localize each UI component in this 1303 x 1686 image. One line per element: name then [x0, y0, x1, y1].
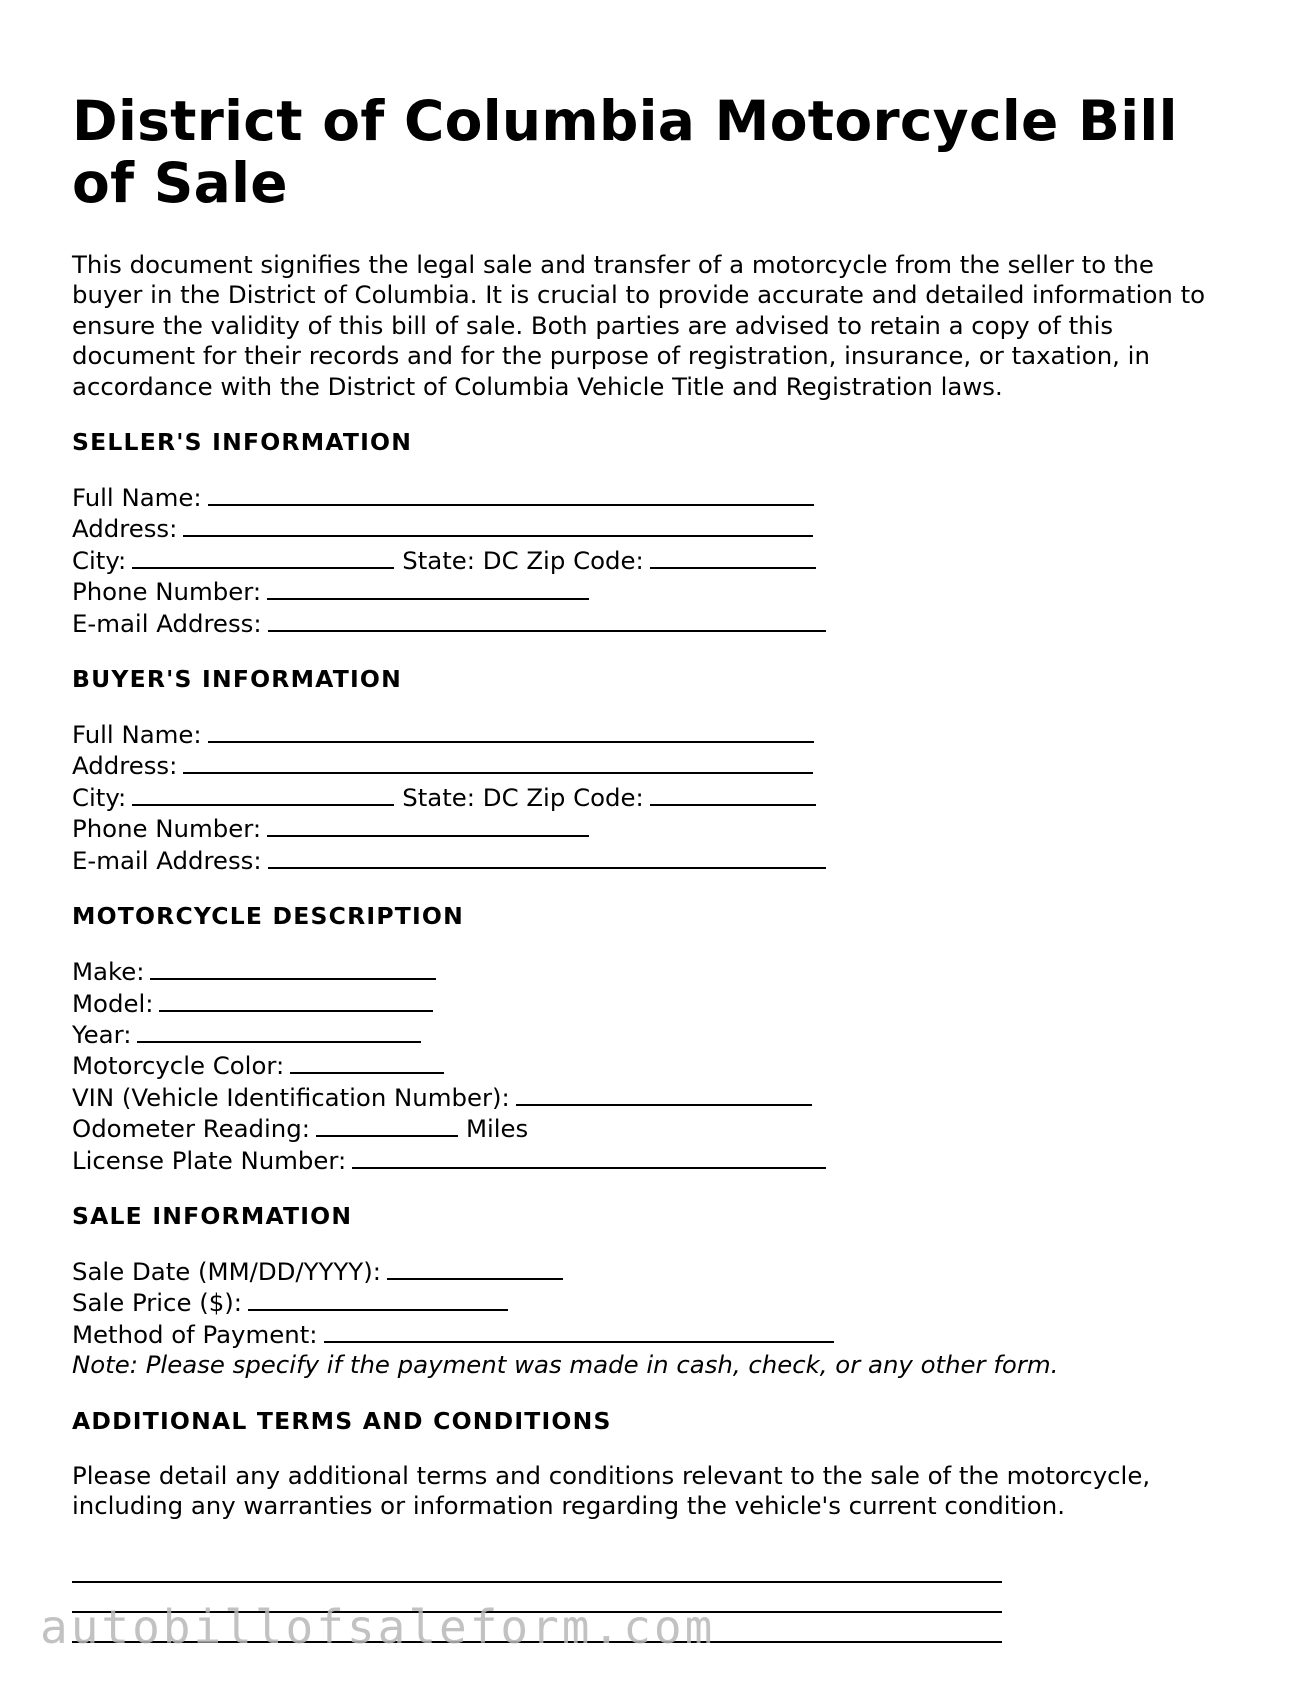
vin-label: VIN (Vehicle Identification Number): [72, 1082, 510, 1112]
odometer-label: Odometer Reading: [72, 1114, 310, 1144]
buyer-city-label: City: [72, 782, 127, 812]
watermark: autobillofsaleform.com [40, 1600, 716, 1654]
payment-method-row [72, 1319, 1232, 1350]
odometer-field[interactable] [316, 1113, 458, 1137]
color-field[interactable] [290, 1050, 444, 1074]
sale-price-row [72, 1287, 1232, 1318]
seller-email-field[interactable] [268, 608, 826, 632]
sale-fields [72, 1256, 1232, 1381]
sale-price-label: Sale Price ($): [72, 1288, 242, 1318]
seller-zip-field[interactable] [650, 545, 816, 569]
seller-state-zip-label: State: DC Zip Code: [402, 545, 644, 575]
buyer-city-field[interactable] [132, 782, 394, 806]
sale-date-field[interactable] [387, 1256, 563, 1280]
seller-full-name-label: Full Name: [72, 483, 202, 513]
seller-heading: SELLER'S INFORMATION [72, 428, 413, 457]
seller-address-row [72, 513, 1232, 544]
buyer-city-row [72, 782, 1232, 813]
seller-city-row [72, 545, 1232, 576]
terms-heading: ADDITIONAL TERMS AND CONDITIONS [72, 1406, 612, 1435]
vin-field[interactable] [516, 1082, 812, 1106]
model-field[interactable] [159, 988, 433, 1012]
payment-method-label: Method of Payment: [72, 1319, 318, 1349]
buyer-phone-row [72, 813, 1232, 844]
buyer-full-name-field[interactable] [208, 719, 814, 743]
seller-address-label: Address: [72, 514, 178, 544]
model-row [72, 988, 1232, 1019]
buyer-full-name-row [72, 719, 1232, 750]
seller-email-label: E-mail Address: [72, 608, 262, 638]
seller-email-row [72, 608, 1232, 639]
plate-label: License Plate Number: [72, 1145, 347, 1175]
seller-phone-field[interactable] [267, 576, 589, 600]
seller-city-field[interactable] [132, 545, 394, 569]
terms-line[interactable] [72, 1553, 1002, 1583]
seller-fields [72, 482, 1232, 639]
buyer-fields [72, 719, 1232, 876]
seller-address-field[interactable] [183, 513, 813, 537]
seller-full-name-field[interactable] [208, 482, 814, 506]
year-field[interactable] [137, 1019, 421, 1043]
buyer-full-name-label: Full Name: [72, 720, 202, 750]
seller-phone-label: Phone Number: [72, 577, 262, 607]
color-label: Motorcycle Color: [72, 1051, 285, 1081]
payment-method-field[interactable] [324, 1319, 834, 1343]
buyer-zip-field[interactable] [650, 782, 816, 806]
payment-note: Note: Please specify if the payment was made in cash, check, or any other form. [72, 1350, 1059, 1380]
model-label: Model: [72, 988, 154, 1018]
document-page [72, 90, 1232, 1643]
seller-full-name-row [72, 482, 1232, 513]
buyer-email-row [72, 845, 1232, 876]
buyer-heading: BUYER'S INFORMATION [72, 665, 402, 694]
buyer-email-label: E-mail Address: [72, 845, 262, 875]
sale-heading: SALE INFORMATION [72, 1201, 353, 1230]
color-row [72, 1050, 1232, 1081]
sale-price-field[interactable] [248, 1287, 508, 1311]
seller-city-label: City: [72, 545, 127, 575]
buyer-address-row [72, 750, 1232, 781]
motorcycle-fields [72, 956, 1232, 1176]
intro-paragraph: This document signifies the legal sale and transfer of a motorcycle from the seller to the buyer in the District of Columbia. It is crucial to provide accurate and detailed information to ensure the validity of this bill of sale. Both parties are advised to retain a copy of this document for their records and for the purpose of registration, insurance, or taxation, in accordance with the District of Columbia Vehicle Title and Registration laws. [72, 250, 1206, 401]
terms-description: Please detail any additional terms and conditions relevant to the sale of the motorcycle, including any warranties or information regarding the vehicle's current condition. [72, 1460, 1151, 1520]
page-title: District of Columbia Motorcycle Bill of Sale [72, 89, 1178, 215]
buyer-address-field[interactable] [183, 750, 813, 774]
year-label: Year: [72, 1019, 132, 1049]
make-field[interactable] [150, 956, 436, 980]
plate-field[interactable] [352, 1145, 826, 1169]
buyer-address-label: Address: [72, 751, 178, 781]
motorcycle-heading: MOTORCYCLE DESCRIPTION [72, 902, 464, 931]
year-row [72, 1019, 1232, 1050]
miles-label: Miles [465, 1114, 529, 1144]
sale-date-row [72, 1256, 1232, 1287]
odometer-row [72, 1113, 1232, 1144]
buyer-phone-label: Phone Number: [72, 814, 262, 844]
seller-phone-row [72, 576, 1232, 607]
vin-row [72, 1082, 1232, 1113]
plate-row [72, 1145, 1232, 1176]
make-row [72, 956, 1232, 987]
buyer-phone-field[interactable] [267, 813, 589, 837]
buyer-email-field[interactable] [268, 845, 826, 869]
buyer-state-zip-label: State: DC Zip Code: [402, 782, 644, 812]
make-label: Make: [72, 957, 145, 987]
sale-date-label: Sale Date (MM/DD/YYYY): [72, 1256, 381, 1286]
